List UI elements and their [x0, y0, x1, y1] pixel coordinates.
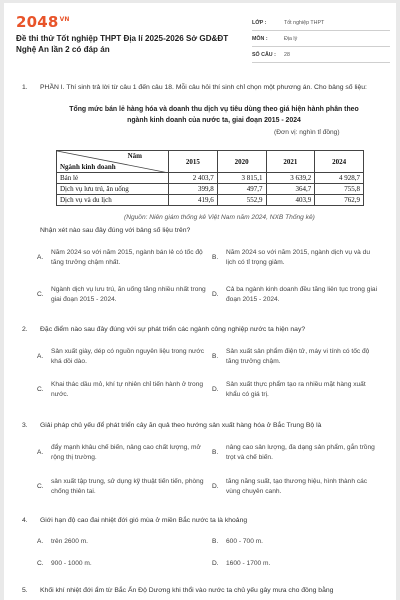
option-text: sản xuất tập trung, sử dụng kỹ thuật tiến tiến, phòng chống thiên tai.	[51, 478, 204, 495]
option-letter: C.	[37, 291, 44, 298]
table-cell: 755,8	[315, 184, 364, 195]
option-text: nâng cao sản lượng, đa dạng sản phẩm, gắn trồng trọt và chế biến.	[226, 444, 375, 461]
logo-suffix: VN	[59, 16, 70, 23]
question-text: PHẦN I. Thí sinh trả lời từ câu 1 đến câu 18. Mỗi câu hỏi thí sinh chỉ chọn một phương án. Cho bảng số liệu:	[40, 84, 367, 91]
option-text: tăng năng suất, tạo thương hiệu, hình thành các vùng chuyên canh.	[226, 478, 368, 495]
table-corner-cell	[57, 151, 169, 173]
table-caption: Tổng mức bán lẻ hàng hóa và doanh thu dịch vụ tiêu dùng theo giá hiện hành phân theo ngành kinh doanh của nước ta, giai đoạn 2015 - 2024	[69, 106, 359, 124]
option-text: Năm 2024 so với năm 2015, ngành dịch vụ và du lịch có tỉ trọng giảm.	[226, 249, 370, 266]
option-text: Khai thác dầu mỏ, khí tự nhiên chỉ tiến hành ở trong nước.	[51, 381, 204, 398]
meta-key: MÔN :	[252, 35, 268, 42]
option-text: 1600 - 1700 m.	[226, 560, 271, 567]
meta-key: LỚP :	[252, 19, 267, 26]
option-text: trên 2600 m.	[51, 538, 89, 545]
meta-key: SỐ CÂU :	[252, 51, 276, 58]
option-letter: A.	[37, 254, 44, 261]
table-cell: 3 815,1	[217, 173, 266, 184]
row-label: Dịch vụ và du lịch	[57, 195, 169, 206]
option-text: Cả ba ngành kinh doanh đều tăng liên tục trong giai đoạn 2015 - 2024.	[226, 286, 378, 303]
table-source: (Nguồn: Niên giám thống kê Việt Nam năm 2024, NXB Thống kê)	[124, 214, 315, 221]
option-letter: A.	[37, 449, 44, 456]
row-label: Bán lẻ	[57, 173, 169, 184]
option-text: Sản xuất giày, dép có nguồn nguyên liệu trong nước khá dồi dào.	[51, 348, 205, 365]
question-number: 2.	[22, 326, 28, 333]
table-row	[57, 173, 364, 184]
question-number: 1.	[22, 84, 28, 91]
exam-meta	[252, 15, 390, 63]
meta-value: Tốt nghiệp THPT	[284, 19, 325, 26]
option-letter: C.	[37, 483, 44, 490]
meta-subject-row	[252, 31, 390, 47]
exam-title: Đề thi thử Tốt nghiệp THPT Địa lí 2025-2026 Sở GD&ĐT Nghệ An lần 2 có đáp án	[16, 34, 229, 54]
table-cell: 552,9	[217, 195, 266, 206]
option-letter: B.	[212, 538, 219, 545]
option-letter: B.	[212, 353, 219, 360]
question-text: Giới hạn độ cao đai nhiệt đới gió mùa ở miền Bắc nước ta là khoảng	[40, 517, 248, 524]
option-text: 600 - 700 m.	[226, 538, 264, 545]
table-cell: 419,6	[169, 195, 218, 206]
option-letter: A.	[37, 538, 44, 545]
option-letter: D.	[212, 483, 219, 490]
data-table	[56, 150, 364, 206]
table-cell: 364,7	[266, 184, 315, 195]
table-cell: 497,7	[217, 184, 266, 195]
question-text: Khối khí nhiệt đới ẩm từ Bắc Ấn Độ Dương khi thổi vào nước ta chủ yếu gây mưa cho đồng bằng	[40, 587, 334, 594]
table-unit: (Đơn vị: nghìn tỉ đồng)	[274, 129, 340, 136]
corner-top-label: Năm	[127, 152, 142, 160]
table-header-row	[57, 151, 364, 173]
option-letter: B.	[212, 449, 219, 456]
option-letter: D.	[212, 560, 219, 567]
meta-count-row	[252, 47, 390, 63]
year-header: 2021	[266, 151, 315, 173]
option-text: Sản xuất thực phẩm tạo ra nhiều mặt hàng xuất khẩu có giá trị.	[226, 381, 366, 398]
option-text: Ngành dịch vụ lưu trú, ăn uống tăng nhiều nhất trong giai đoạn 2015 - 2024.	[51, 286, 206, 303]
option-letter: D.	[212, 386, 219, 393]
question-prompt: Nhận xét nào sau đây đúng với bảng số liệu trên?	[40, 227, 191, 234]
question-text: Đặc điểm nào sau đây đúng với sự phát triển các ngành công nghiệp nước ta hiện nay?	[40, 326, 306, 333]
year-header: 2024	[315, 151, 364, 173]
option-letter: A.	[37, 353, 44, 360]
question-number: 5.	[22, 587, 28, 594]
option-text: Sản xuất sản phẩm điện tử, máy vi tính có tốc độ tăng trưởng chậm.	[226, 348, 370, 365]
option-letter: B.	[212, 254, 219, 261]
site-logo[interactable]	[16, 13, 70, 31]
option-letter: D.	[212, 291, 219, 298]
row-label: Dịch vụ lưu trú, ăn uống	[57, 184, 169, 195]
table-cell: 762,9	[315, 195, 364, 206]
logo-text: 2048	[16, 13, 59, 31]
table-cell: 403,9	[266, 195, 315, 206]
year-header: 2015	[169, 151, 218, 173]
table-cell: 4 928,7	[315, 173, 364, 184]
table-cell: 2 403,7	[169, 173, 218, 184]
table-row	[57, 195, 364, 206]
table-row	[57, 184, 364, 195]
option-letter: C.	[37, 560, 44, 567]
corner-bottom-label: Ngành kinh doanh	[60, 163, 116, 171]
meta-value: 28	[284, 51, 290, 58]
table-cell: 399,8	[169, 184, 218, 195]
exam-sheet	[4, 3, 396, 600]
meta-class-row	[252, 15, 390, 31]
question-text: Giải pháp chủ yếu để phát triển cây ăn quả theo hướng sản xuất hàng hóa ở Bắc Trung Bộ là	[40, 422, 322, 429]
option-text: đẩy mạnh khâu chế biến, nâng cao chất lượng, mở rộng thị trường.	[51, 444, 201, 461]
year-header: 2020	[217, 151, 266, 173]
option-text: Năm 2024 so với năm 2015, ngành bán lẻ có tốc độ tăng trưởng chậm nhất.	[51, 249, 203, 266]
option-letter: C.	[37, 386, 44, 393]
question-number: 4.	[22, 517, 28, 524]
table-cell: 3 639,2	[266, 173, 315, 184]
meta-value: Địa lý	[284, 35, 298, 42]
question-number: 3.	[22, 422, 28, 429]
option-text: 900 - 1000 m.	[51, 560, 92, 567]
